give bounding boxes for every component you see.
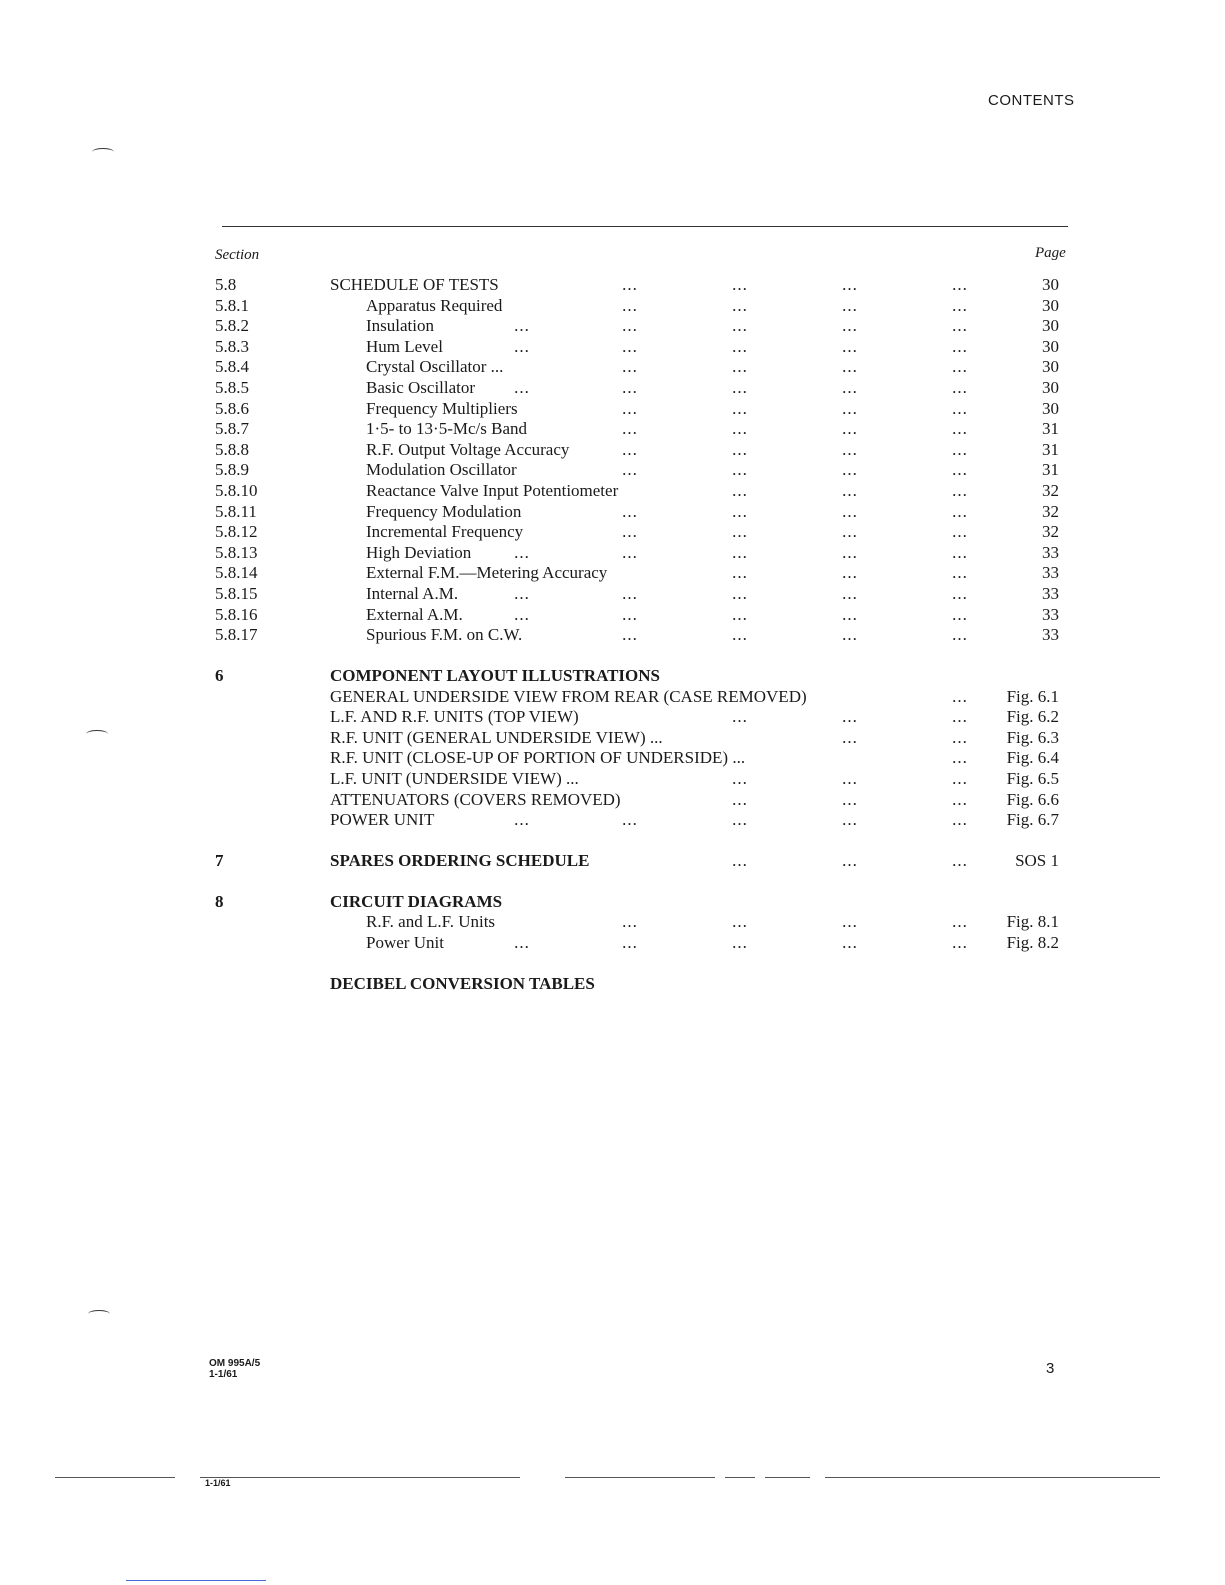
entry-title: SCHEDULE OF TESTS [330,275,499,294]
dot-leader: ... [732,295,748,315]
dot-leader: ... [622,378,638,397]
scan-artifact-line [126,1580,266,1581]
dot-leader: ... [622,584,638,603]
scan-mark [88,1310,110,1318]
toc-row [0,274,1225,295]
dot-leader: ... [952,336,968,356]
entry-title: GENERAL UNDERSIDE VIEW FROM REAR (CASE REMOVED) [330,686,807,706]
dot-leader: ... [622,398,638,418]
toc-row [0,418,1225,439]
dot-leader: ... [842,378,858,397]
section-number: 5.8.16 [215,604,258,624]
dot-leader: ... [952,316,968,336]
dot-leader: ... [842,295,858,315]
page-reference: 32 [1042,481,1059,500]
toc-row [0,459,1225,480]
entry-title: 1·5- to 13·5-Mc/s Band [366,419,528,439]
dot-leader: ... [952,357,968,377]
entry-title: R.F. UNIT (CLOSE-UP OF PORTION OF UNDERSIDE) ... [330,748,746,768]
section-number: 5.8.8 [215,439,249,459]
entry-title: Insulation [366,316,434,336]
section-number: 5.8.9 [215,460,249,480]
page-reference: 30 [1042,336,1059,356]
bottom-rule [765,1477,810,1478]
dot-leader: ... [952,460,968,480]
dot-leader: ... [952,481,968,500]
section-number: 5.8.11 [215,501,257,521]
dot-leader: ... [732,933,748,952]
dot-leader: ... [732,707,748,727]
page-reference: 30 [1042,357,1059,377]
running-head: CONTENTS [988,92,1075,109]
dot-leader: ... [842,357,858,377]
toc-row [0,501,1225,522]
toc-row [0,789,1225,810]
dot-leader: ... [622,295,638,315]
dot-leader: ... [732,336,748,356]
dot-leader: ... [842,933,858,952]
page-reference: 30 [1042,275,1059,294]
bottom-rule [55,1477,175,1478]
dot-leader: ... [952,501,968,521]
entry-title: R.F. Output Voltage Accuracy [366,439,570,459]
dot-leader: ... [622,810,638,830]
dot-leader: ... [622,275,638,294]
toc-row [0,562,1225,583]
toc-row [0,932,1225,953]
dot-leader: ... [952,912,968,932]
toc-row [0,336,1225,357]
dot-leader: ... [842,316,858,336]
dot-leader: ... [514,933,530,952]
section-number: 6 [215,666,224,685]
document-code-line: OM 995A/5 [209,1358,261,1369]
dot-leader: ... [732,522,748,542]
section-number: 5.8.5 [215,378,249,397]
page-column-header: Page [1035,245,1066,261]
dot-leader: ... [952,542,968,562]
entry-title: Apparatus Required [366,295,503,315]
toc-row [0,604,1225,625]
dot-leader: ... [952,769,968,788]
section-column-header: Section [215,247,260,263]
dot-leader: ... [732,439,748,459]
toc-row [0,377,1225,398]
bottom-code: 1-1/61 [205,1478,231,1488]
dot-leader: ... [732,625,748,645]
entry-title: L.F. UNIT (UNDERSIDE VIEW) ... [330,769,579,788]
dot-leader: ... [514,604,530,624]
entry-title: High Deviation [366,542,472,562]
header-rule [222,226,1068,227]
dot-leader: ... [842,460,858,480]
dot-leader: ... [952,378,968,397]
entry-title: POWER UNIT [330,810,435,830]
scan-mark [86,730,108,738]
page-reference: 31 [1042,419,1059,439]
dot-leader: ... [842,584,858,603]
dot-leader: ... [952,398,968,418]
dot-leader: ... [952,727,968,747]
entry-title: CIRCUIT DIAGRAMS [330,891,503,911]
entry-title: Reactance Valve Input Potentiometer [366,481,619,500]
dot-leader: ... [842,439,858,459]
entry-title: External A.M. [366,604,463,624]
toc-row [0,356,1225,377]
dot-leader: ... [842,275,858,294]
dot-leader: ... [622,522,638,542]
section-number: 5.8.17 [215,625,258,645]
section-number: 5.8.12 [215,522,258,542]
section-number: 5.8.13 [215,542,258,562]
dot-leader: ... [514,316,530,336]
page-reference: Fig. 6.2 [1006,707,1059,727]
page-reference: 31 [1042,460,1059,480]
toc-row [0,542,1225,563]
toc-row [0,809,1225,830]
dot-leader: ... [732,604,748,624]
dot-leader: ... [842,727,858,747]
page-reference: 32 [1042,501,1059,521]
dot-leader: ... [732,769,748,788]
entry-title: SPARES ORDERING SCHEDULE [330,851,590,870]
dot-leader: ... [514,542,530,562]
dot-leader: ... [732,481,748,500]
dot-leader: ... [732,378,748,397]
dot-leader: ... [952,604,968,624]
toc-row [0,398,1225,419]
section-number: 5.8.6 [215,398,249,418]
section-number: 5.8.3 [215,336,249,356]
dot-leader: ... [952,563,968,583]
entry-title: L.F. AND R.F. UNITS (TOP VIEW) [330,707,579,727]
dot-leader: ... [952,810,968,830]
dot-leader: ... [622,604,638,624]
page-reference: SOS 1 [1015,851,1059,870]
dot-leader: ... [842,522,858,542]
dot-leader: ... [732,460,748,480]
dot-leader: ... [842,563,858,583]
page-reference: 33 [1042,604,1059,624]
toc-row [0,315,1225,336]
dot-leader: ... [732,275,748,294]
entry-title: Spurious F.M. on C.W. [366,625,523,645]
toc-row [0,768,1225,789]
dot-leader: ... [952,686,968,706]
dot-leader: ... [732,357,748,377]
dot-leader: ... [842,707,858,727]
dot-leader: ... [514,810,530,830]
dot-leader: ... [842,912,858,932]
dot-leader: ... [842,542,858,562]
dot-leader: ... [952,419,968,439]
toc-row [0,583,1225,604]
dot-leader: ... [622,316,638,336]
page-reference: Fig. 6.4 [1006,748,1059,768]
dot-leader: ... [622,912,638,932]
dot-leader: ... [842,604,858,624]
section-number: 5.8.10 [215,481,258,500]
bottom-rule [200,1477,520,1478]
section-number: 7 [215,851,224,870]
dot-leader: ... [732,584,748,603]
dot-leader: ... [952,851,968,870]
page-reference: 32 [1042,522,1059,542]
dot-leader: ... [622,501,638,521]
toc-row [0,973,1225,994]
toc-row [0,727,1225,748]
dot-leader: ... [952,295,968,315]
section-number: 8 [215,891,224,911]
page-reference: 31 [1042,439,1059,459]
dot-leader: ... [732,810,748,830]
entry-title: External F.M.—Metering Accuracy [366,563,608,583]
bottom-rule [565,1477,715,1478]
document-code [209,1358,260,1380]
dot-leader: ... [842,789,858,809]
entry-title: R.F. and L.F. Units [366,912,496,932]
dot-leader: ... [952,707,968,727]
page-reference: Fig. 8.2 [1006,933,1059,952]
bottom-rule [725,1477,755,1478]
toc-row [0,850,1225,871]
page-reference: Fig. 8.1 [1006,912,1059,932]
dot-leader: ... [842,810,858,830]
dot-leader: ... [732,851,748,870]
dot-leader: ... [952,748,968,768]
scan-mark [92,148,114,156]
entry-title: Basic Oscillator [366,378,476,397]
page-reference: 33 [1042,563,1059,583]
entry-title: Frequency Modulation [366,501,522,521]
section-number: 5.8.7 [215,419,249,439]
toc-row [0,624,1225,645]
page-reference: 33 [1042,625,1059,645]
dot-leader: ... [842,398,858,418]
dot-leader: ... [842,419,858,439]
toc-row [0,747,1225,768]
toc-row [0,480,1225,501]
dot-leader: ... [732,563,748,583]
section-number: 5.8.15 [215,584,258,603]
dot-leader: ... [952,275,968,294]
entry-title: R.F. UNIT (GENERAL UNDERSIDE VIEW) ... [330,727,663,747]
dot-leader: ... [732,542,748,562]
dot-leader: ... [952,933,968,952]
section-number: 5.8.1 [215,295,249,315]
toc-row [0,439,1225,460]
entry-title: Frequency Multipliers [366,398,518,418]
toc-row [0,665,1225,686]
toc-row [0,911,1225,932]
dot-leader: ... [732,789,748,809]
page-number: 3 [1046,1360,1055,1377]
dot-leader: ... [514,336,530,356]
page-reference: Fig. 6.7 [1006,810,1059,830]
dot-leader: ... [842,769,858,788]
dot-leader: ... [952,625,968,645]
page-reference: Fig. 6.5 [1006,769,1059,788]
dot-leader: ... [622,439,638,459]
dot-leader: ... [732,501,748,521]
section-number: 5.8 [215,275,237,294]
page-reference: 33 [1042,584,1059,603]
page-reference: 30 [1042,398,1059,418]
dot-leader: ... [622,933,638,952]
entry-title: Incremental Frequency [366,522,524,542]
page-reference: Fig. 6.6 [1006,789,1059,809]
section-number: 5.8.2 [215,316,249,336]
dot-leader: ... [622,542,638,562]
entry-title: Modulation Oscillator [366,460,517,480]
dot-leader: ... [732,316,748,336]
toc-row [0,686,1225,707]
dot-leader: ... [842,336,858,356]
entry-title: Crystal Oscillator ... [366,357,504,377]
dot-leader: ... [622,625,638,645]
dot-leader: ... [732,912,748,932]
entry-title: COMPONENT LAYOUT ILLUSTRATIONS [330,666,661,685]
page-reference: 30 [1042,295,1059,315]
dot-leader: ... [622,357,638,377]
dot-leader: ... [952,584,968,603]
page-reference: 30 [1042,378,1059,397]
section-number: 5.8.4 [215,357,249,377]
page-reference: 33 [1042,542,1059,562]
dot-leader: ... [622,460,638,480]
toc-row [0,706,1225,727]
toc-row [0,295,1225,316]
dot-leader: ... [514,378,530,397]
section-number: 5.8.14 [215,563,258,583]
entry-title: Hum Level [366,336,443,356]
document-code-date: 1-1/61 [209,1369,238,1380]
dot-leader: ... [842,481,858,500]
entry-title: ATTENUATORS (COVERS REMOVED) [330,789,621,809]
entry-title: DECIBEL CONVERSION TABLES [330,973,595,993]
entry-title: Internal A.M. [366,584,459,603]
dot-leader: ... [514,584,530,603]
page-reference: 30 [1042,316,1059,336]
dot-leader: ... [842,851,858,870]
entry-title: Power Unit [366,933,444,952]
dot-leader: ... [952,439,968,459]
toc-row [0,521,1225,542]
dot-leader: ... [622,336,638,356]
page-reference: Fig. 6.1 [1006,686,1059,706]
dot-leader: ... [952,522,968,542]
bottom-rule [825,1477,1160,1478]
dot-leader: ... [842,625,858,645]
toc-row [0,891,1225,912]
dot-leader: ... [952,789,968,809]
dot-leader: ... [732,398,748,418]
page-reference: Fig. 6.3 [1006,727,1059,747]
dot-leader: ... [622,419,638,439]
dot-leader: ... [732,419,748,439]
dot-leader: ... [842,501,858,521]
